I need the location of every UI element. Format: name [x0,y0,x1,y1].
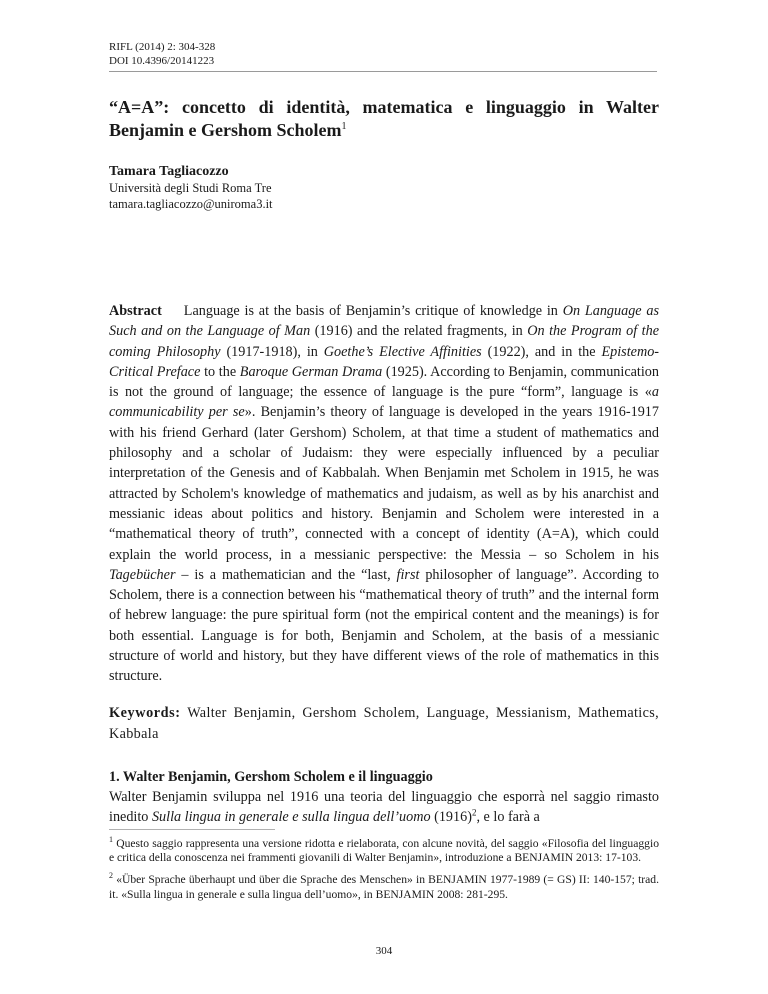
abstract-italic-segment: On the Program of the coming Philosophy [109,323,660,360]
doi: DOI 10.4396/20141223 [109,55,215,67]
author-affiliation: Università degli Studi Roma Tre [109,181,272,195]
abstract-italic-segment: Epistemo-Critical Preface [109,343,660,380]
footnote-number: 1 [109,834,113,844]
footnote-text: Questo saggio rappresenta una versione ridotta e rielaborata, con alcune novità, del saggio «Filosofia del linguaggio e critica della conoscenza nei frammenti giovanili di Walter Benjamin», introduzione a BENJAMIN 2013: 17-103. [109,836,659,865]
abstract-body [109,303,659,684]
footnote [109,873,659,903]
paper-page [109,40,659,903]
footnote-text: «Über Sprache überhaupt und über die Sprache des Menschen» in BENJAMIN 1977-1989 (= GS) II: 140-157; trad. it. «Sulla lingua in generale e sulla lingua dell’uomo», in BENJAMIN 2008: 281-295. [109,873,659,902]
abstract-italic-segment: Goethe’s Elective Affinities [323,343,482,360]
journal-citation: RIFL (2014) 2: 304-328 [109,41,216,53]
keywords-label: Keywords: [109,704,181,721]
section-body [109,787,659,827]
footnotes [109,834,659,903]
abstract-text-segment: – is a mathematician and the “last, [175,566,397,583]
header-divider [109,71,657,72]
abstract-text-segment: Language is at the basis of Benjamin’s critique of knowledge in [183,303,563,319]
author-name: Tamara Tagliacozzo [109,164,229,179]
section-heading: 1. Walter Benjamin, Gershom Scholem e il linguaggio [109,768,433,785]
abstract-italic-segment: first [396,566,420,583]
abstract-text-segment: (1917-1918), in [220,343,324,360]
abstract-text-segment: (1922), and in the [481,343,602,360]
abstract-text-segment: ». Benjamin’s theory of language is developed in the years 1916-1917 with his friend Gerhard (later Gershom) Scholem, at that time a student of mathematics and philosophy and a scholar of Judaism: they were especially influenced by a peculiar interpretation of the Genesis and of Kabbalah. When Benjamin met Scholem in 1915, he was attracted by Scholem's knowledge of mathematics and judaism, as well as by his anarchist and messianic ideas about politics and history. Benjamin and Scholem were interested in a “mathematical theory of truth”, connected with a concept of identity (A=A), which could explain the world process, in a messianic perspective: the Messia – so Scholem in his [109,404,659,563]
keywords [109,703,659,745]
abstract-italic-segment: Tagebücher [109,566,176,583]
abstract-italic-segment: On Language as Such and on the Language of Man [109,303,659,340]
abstract-label: Abstract [109,303,162,319]
section-1 [109,767,659,827]
abstract-text-segment: to the [200,363,240,380]
abstract-text-segment: (1916) and the related fragments, in [310,323,528,340]
paper-title-text: “A=A”: concetto di identità, matematica e linguaggio in Walter Benjamin e Gershom Scholem [109,97,659,140]
footnote-divider [109,829,275,830]
author-email[interactable]: tamara.tagliacozzo@uniroma3.it [109,197,273,211]
section-text-segment: , e lo farà a [476,808,540,825]
abstract-text-segment: philosopher of language”. According to Scholem, there is a connection between his “mathematical theory of truth” and the internal form of hebrew language: the pure spiritual form (not the empirical content and the meanings) is for both essential. Language is for both, Benjamin and Scholem, at the basis of a messianic structure of world and history, but they have different views of the role of mathematics in this structure. [109,566,659,685]
abstract [109,301,659,687]
footnote [109,834,659,867]
title-footnote-ref[interactable]: 1 [341,121,347,132]
keywords-list: Walter Benjamin, Gershom Scholem, Language, Messianism, Mathematics, Kabbala [109,704,660,742]
page-number: 304 [375,945,393,957]
section-text-segment: Walter Benjamin sviluppa nel 1916 una teoria del linguaggio che esporrà nel saggio rimasto inedito [109,788,659,825]
abstract-italic-segment: a communicability per se [109,384,659,421]
section-text-segment: (1916) [430,808,472,825]
abstract-text-segment: (1925). According to Benjamin, communication is not the ground of language; the essence of language is the pure “form”, language is « [109,363,659,401]
footnote-number: 2 [109,871,113,881]
abstract-italic-segment: Baroque German Drama [239,363,383,380]
footnote-ref[interactable]: 2 [471,806,477,817]
section-italic-segment: Sulla lingua in generale e sulla lingua dell’uomo [151,808,431,825]
paper-title [109,96,659,142]
